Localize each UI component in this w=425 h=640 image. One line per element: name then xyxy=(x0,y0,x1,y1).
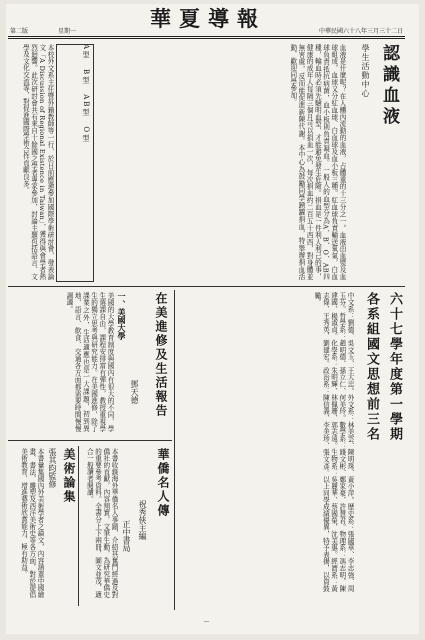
study-report-body: 美國的大學教育制度與國內有很大的不同，學生選課自由，課程安排富有彈性，教授重視學生的獨立思考與研究能力。在美國進修，除了課業之外，生活適應也是一大課題，初到異地，語言、飲食、交通各方面都需要時間慢慢調適。 xyxy=(64,292,114,432)
page-footer: — xyxy=(203,618,210,625)
art-book-title-block xyxy=(60,448,78,528)
study-report-section: 一、美國大學 xyxy=(117,292,127,340)
biography-title: 華僑名人傳 xyxy=(156,448,170,518)
blood-article-body: 血液是什麼呢？在人體內流動的血液，占體重的十三分之一。血液由血漿及血球組成，血球又分紅血球、白血球及血小板三種。紅血球負責輸送氧氣，白血球負責抵抗病菌，血小板則負責凝血。一般人的血型分為A、B、O、AB四種，輸血時必須先驗明血型，才能避免發生危險。捐血是一件利人利己的事，健康的成年人每隔三個月可以捐血一次，每次捐血約二百五十西西，對身體並無害處，反而能促進新陳代謝。本中心為鼓勵同學踴躍捐血，特舉辦捐血活動，歡迎同學參加。 xyxy=(288,44,346,280)
masthead-rule xyxy=(8,36,405,37)
biography-title-block xyxy=(150,448,172,588)
masthead xyxy=(8,6,405,36)
blood-article-title: 認識血液 xyxy=(379,44,399,128)
section-divider-left xyxy=(8,440,172,441)
honor-article-body: 中文系：劉德、吳文玉、王大忠。外文系：林美雲、陳明珠、黃小萍。歷史系：張國華、李志強、周玉芬。哲學系：趙明德、孫立仁、何美玲。數學系：錢文彬、鄭家豪、許慧君。物理系：馮志明、陳建國、楊淑貞。化學系：朱明輝、林佩珊、郭志遠。生物系：吳麗華、蔡國榮、沈美惠。經濟系：黃志偉、王秀英、劉建宏。政治系：陳信義、李美珍、張文彥。以上同學成績優異，特予表揚，以資鼓勵。 xyxy=(313,292,354,592)
page-number: 第二版 xyxy=(10,28,29,35)
biography-body: 本書收錄海外華僑名人事蹟，介紹其奮鬥經過及對僑社的貢獻，內容翔實，文筆生動，為研究華僑史的重要參考資料。全書分上下兩冊，圖文並茂，適合一般讀者閱讀。 xyxy=(85,448,118,598)
issue-day: 星期一 xyxy=(58,28,77,35)
blood-article-title-block xyxy=(352,44,402,154)
date-line: 中華民國六十八年三月三十二日 xyxy=(318,28,403,35)
study-report-title: 在美進修及生活報告 xyxy=(154,292,168,418)
honor-article-title-block xyxy=(360,292,404,592)
right-article-body: 本校外文系主任暨外籍教師等一行，於日前應邀參加國際學術研討會，發表論文「A Discussion of Regional Existence in Taiwan」，獲得與會學者熱烈迴響。此次研討會共有來自十餘國之學者專家參加，討論主題包括語言、文學及文化交流等，對促進國際學術合作貢獻良多。 xyxy=(21,44,54,280)
book-divider xyxy=(78,446,79,606)
blood-type-table: A型 B型 AB型 O型 xyxy=(82,44,90,144)
art-book-author: 張其昀監修 xyxy=(48,448,57,488)
honor-article-subtitle: 各系組國文思想前三名 xyxy=(364,292,379,442)
blood-type-table-frame xyxy=(56,44,94,282)
section-divider xyxy=(8,286,405,287)
masthead-rule-2 xyxy=(8,38,405,39)
honor-article-title: 六十七學年度第一學期 xyxy=(387,292,402,442)
study-report-title-block xyxy=(140,292,170,432)
column-divider xyxy=(174,290,175,610)
biography-publisher: 正中書局 xyxy=(122,520,131,552)
blood-article-subtitle: 學生活動中心 xyxy=(361,44,370,98)
newspaper-title: 華夏導報 xyxy=(150,6,266,31)
art-book-title: 美術論集 xyxy=(62,448,76,504)
art-book-body: 本書彙集國內外美術學者之論文，內容涵蓋中國繪畫、書法、雕塑及西洋美術史等各方面，對於提倡美術教育，增進藝術欣賞能力，極有助益。 xyxy=(19,448,44,598)
biography-author: 祝秀俠主編 xyxy=(138,500,147,540)
study-report-author: 鄧天德 xyxy=(130,380,139,404)
